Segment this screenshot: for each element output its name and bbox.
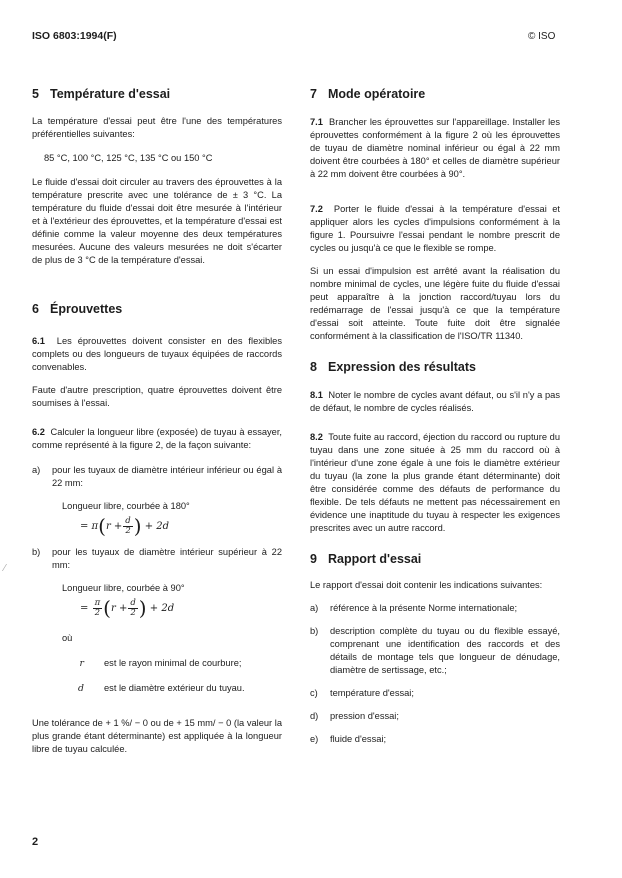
s9-intro: Le rapport d'essai doit contenir les indications suivantes: — [310, 580, 543, 590]
section-6-heading: 6 Éprouvettes — [32, 302, 123, 316]
s6-1-note: Faute d'autre prescription, quatre éprouvettes doivent être soumises à l'essai. — [32, 385, 282, 408]
document-reference: ISO 6803:1994(F) — [32, 30, 117, 42]
symbol-d-definition: d est le diamètre extérieur du tuyau. — [78, 683, 245, 694]
section-7-heading: 7 Mode opératoire — [310, 87, 426, 101]
left-column — [32, 86, 282, 756]
report-item-a: a) référence à la présente Norme internationale; — [310, 603, 518, 613]
report-item-d: d) pression d'essai; — [310, 711, 399, 721]
symbol-r-definition: r est le rayon minimal de courbure; — [79, 658, 242, 669]
s8-1-paragraph: 8.1 Noter le nombre de cycles avant défaut, ou s'il n'y a pas de défaut, le nombre de cycles réalisés. — [310, 390, 560, 413]
s6-2-paragraph: 6.2 Calculer la longueur libre (exposée) de tuyau à essayer, comme représenté à la figure 2, de la façon suivante: — [32, 427, 282, 450]
section-9-heading: 9 Rapport d'essai — [310, 552, 422, 566]
s6-2-item-a: a) pour les tuyaux de diamètre intérieur inférieur ou égal à 22 mm: — [32, 465, 282, 488]
s7-1-paragraph: 7.1 Brancher les éprouvettes sur l'appareillage. Installer les éprouvettes conformément à la figure 2 où les éprouvettes de tuyau de diamètre nominal inférieur ou égal à 22 mm doivent être courbées à 180° et celles de diamètre supérieur à 22 mm doivent être courbées à 90°. — [310, 117, 560, 179]
section-5-heading: 5 Température d'essai — [32, 87, 171, 101]
report-item-c: c) température d'essai; — [310, 688, 414, 698]
right-column — [310, 86, 560, 746]
s5-paragraph-2: Le fluide d'essai doit circuler au travers des éprouvettes à la température prescrite avec une tolérance de ± 3 °C. La température du fluide d'essai doit être mesurée à l'intérieur et à l'extérieur des éprouvettes, et la température d'essai est définie comme la valeur moyenne des deux températures mesurées. Aucune des valeurs mesurées ne doit s'écarter de plus de 3 °C de la température d'essai. — [32, 177, 282, 265]
s8-2-paragraph: 8.2 Toute fuite au raccord, éjection du raccord ou rupture du tuyau dans une zone située à 25 mm du raccord où à l'intérieur d'une zone égale à une fois le diamètre extérieur du tuyau (la zone la plus grande étant déterminante) doit être considérée comme des défauts de performance du flexible. De tels défauts ne mettent pas nécessairement en évidence une inaptitude du tuyau à respecter les exigences prescrites avec un autre raccord. — [310, 432, 560, 533]
s5-paragraph-1: La température d'essai peut être l'une des températures préférentielles suivantes: — [32, 116, 282, 139]
margin-mark: ⁄ — [4, 563, 6, 574]
s6-2-b-label: Longueur libre, courbée à 90° — [62, 583, 185, 593]
s7-2-paragraph: 7.2 Porter le fluide d'essai à la température d'essai et appliquer alors les cycles d'impulsions conformément à la figure 1. Poursuivre l'essai pendant le nombre prescrit de cycles ou jusqu'à ce que le flexible se rompe. — [310, 204, 561, 253]
where-label: où — [62, 633, 73, 643]
s6-1-paragraph: 6.1 Les éprouvettes doivent consister en des flexibles complets ou des longueurs de tuyaux équipées de raccords convenables. — [32, 336, 283, 372]
report-item-b: b) description complète du tuyau ou du flexible essayé, comprenant une identification des raccords et des détails de montage tels que longueur de dénudage, diamètre de sertissage, etc.; — [310, 626, 560, 675]
formula-180: = π ( r + $\frac{d}{2}$ ) + 2d — [80, 514, 170, 538]
page-number: 2 — [32, 836, 39, 848]
section-8-heading: 8 Expression des résultats — [310, 360, 476, 374]
tolerance-paragraph: Une tolérance de + 1 %/ − 0 ou de + 15 mm/ − 0 (la valeur la plus grande étant déterminante) est appliquée à la longueur libre de tuyau calculée. — [32, 718, 282, 754]
report-item-e: e) fluide d'essai; — [310, 734, 387, 744]
s7-2-note: Si un essai d'impulsion est arrêté avant la réalisation du nombre minimal de cycles, une légère fuite du fluide d'essai peut apparaître à la jonction raccord/tuyau lors du redémarrage de l'essai jusqu'à ce que la température d'essai soit atteinte. Toute fuite doit être signalée conformément à la classification de l'ISO/TR 11340. — [310, 266, 560, 341]
copyright-mark: © ISO — [528, 31, 556, 42]
formula-90: = $\frac{\pi}{2}$ ( r + $\frac{d}{2}$ ) + 2d — [80, 596, 175, 620]
s5-temperatures: 85 °C, 100 °C, 125 °C, 135 °C ou 150 °C — [44, 153, 213, 163]
s6-2-a-label: Longueur libre, courbée à 180° — [62, 501, 190, 511]
s6-2-item-b: b) pour les tuyaux de diamètre intérieur supérieur à 22 mm: — [32, 547, 282, 570]
